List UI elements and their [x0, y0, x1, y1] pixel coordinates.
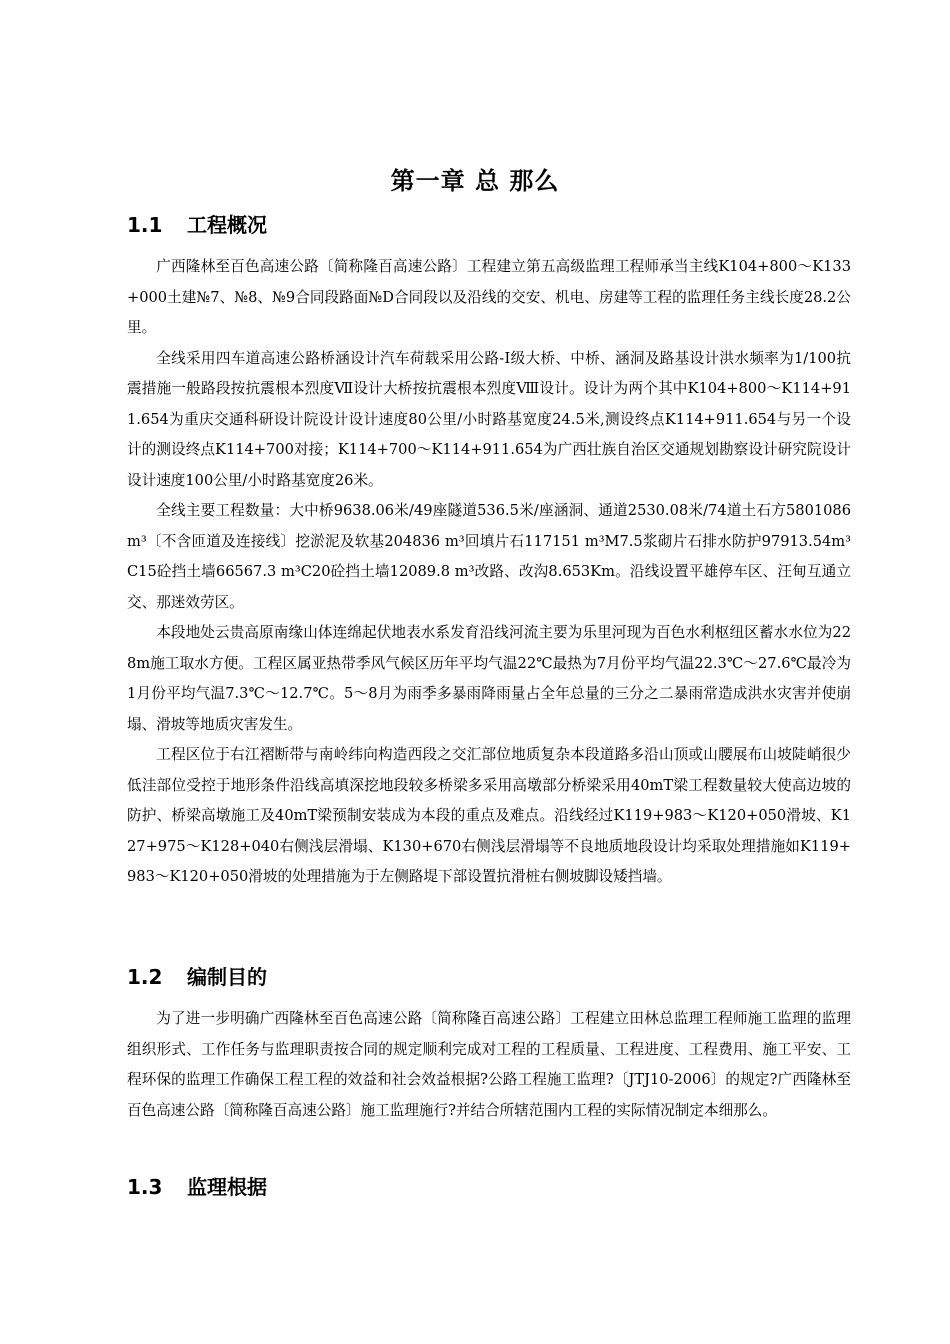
paragraph: 本段地处云贵高原南缘山体连绵起伏地表水系发育沿线河流主要为乐里河现为百色水利枢纽区蓄水水位为228m施工取水方便。工程区属亚热带季风气候区历年平均气温22℃最热为7月份平均气温22.3℃～27.6℃最冷为1月份平均气温7.3℃～12.7℃。5～8月为雨季多暴雨降雨量占全年总量的三分之二暴雨常造成洪水灾害并使崩塌、滑坡等地质灾害发生。: [127, 624, 851, 733]
paragraph: 全线采用四车道高速公路桥涵设计汽车荷载采用公路-Ⅰ级大桥、中桥、涵洞及路基设计洪水频率为1/100抗震措施一般路段按抗震根本烈度Ⅶ设计大桥按抗震根本烈度Ⅷ设计。设计为两个其中K104+800～K114+911.654为重庆交通科研设计院设计设计速度80公里/小时路基宽度24.5米,测设终点K114+911.654与另一个设计的测设终点K114+700对接；K114+700～K114+911.654为广西壮族自治区交通规划勘察设计研究院设计设计速度100公里/小时路基宽度26米。: [127, 349, 851, 489]
section-title: 监理根据: [187, 1175, 267, 1199]
section-number: 1.1: [127, 213, 163, 237]
section-heading: [127, 1172, 851, 1202]
section-title: 工程概况: [187, 213, 267, 237]
section-heading: [127, 210, 851, 240]
section-number: 1.3: [127, 1175, 163, 1199]
section-project-overview: [127, 210, 851, 893]
paragraph: 工程区位于右江褶断带与南岭纬向构造西段之交汇部位地质复杂本段道路多沿山顶或山腰展布山坡陡峭很少低洼部位受控于地形条件沿线高填深挖地段较多桥梁多采用高墩部分桥梁采用40mT梁工程数量较大使高边坡的防护、桥梁高墩施工及40mT梁预制安装成为本段的重点及难点。沿线经过K119+983～K120+050滑坡、K127+975～K128+040右侧浅层滑塌、K130+670右侧浅层滑塌等不良地质地段设计均采取处理措施如K119+983～K120+050滑坡的处理措施为于左侧路堤下部设置抗滑桩右侧坡脚设矮挡墙。: [127, 746, 851, 885]
paragraph: 为了进一步明确广西隆林至百色高速公路〔简称隆百高速公路〕工程建立田林总监理工程师施工监理的监理组织形式、工作任务与监理职责按合同的规定顺利完成对工程的工程质量、工程进度、工程费用、施工平安、工程环保的监理工作确保工程工程的效益和社会效益根据?公路工程施工监理?〔JTJ10-2006〕的规定?广西隆林至百色高速公路〔简称隆百高速公路〕施工监理施行?并结合所辖范围内工程的实际情况制定本细那么。: [127, 1010, 851, 1119]
paragraph: 全线主要工程数量：大中桥9638.06米/49座隧道536.5米/座涵洞、通道2530.08米/74道土石方5801086m³〔不含匝道及连接线〕挖淤泥及软基204836 m³回填片石117151 m³M7.5浆砌片石排水防护97913.54m³C15砼挡土墙66567.3 m³C20砼挡土墙12089.8 m³改路、改沟8.653Km。沿线设置平雄停车区、汪甸互通立交、那迷效劳区。: [127, 502, 851, 611]
chapter-title: 第一章 总 那么: [390, 167, 560, 195]
section-title: 编制目的: [187, 965, 267, 989]
paragraph: 广西隆林至百色高速公路〔简称隆百高速公路〕工程建立第五高级监理工程师承当主线K104+800～K133+000土建№7、№8、№9合同段路面№D合同段以及沿线的交安、机电、房建等工程的监理任务主线长度28.2公里。: [127, 258, 851, 336]
section-heading: [127, 962, 851, 992]
section-number: 1.2: [127, 965, 163, 989]
section-purpose: [127, 962, 851, 1126]
section-basis: [127, 1172, 851, 1214]
